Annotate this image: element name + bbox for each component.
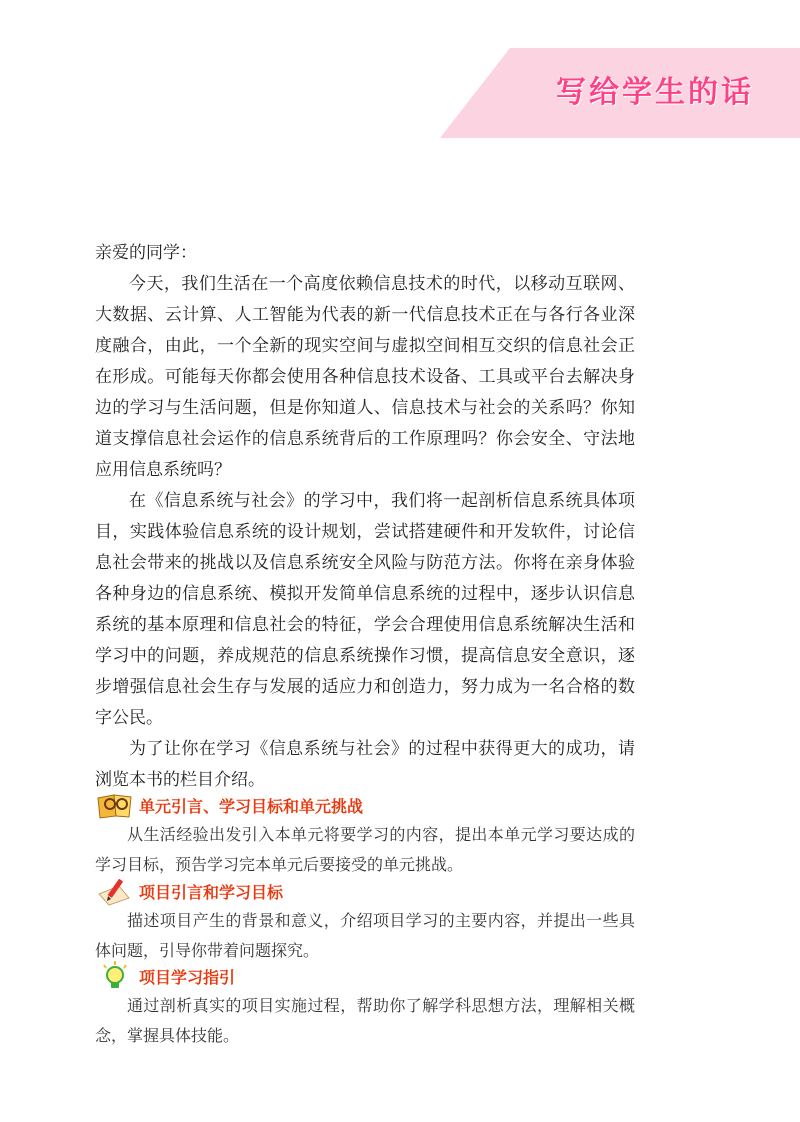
lightbulb-icon (95, 961, 135, 991)
paragraph-intro: 今天，我们生活在一个高度依赖信息技术的时代，以移动互联网、大数据、云计算、人工智能为代表的新一代信息技术正在与各行各业深度融合，由此，一个全新的现实空间与虚拟空间相互交织的信息社会正在形成。可能每天你都会使用各种信息技术设备、工具或平台去解决身边的学习与生活问题，但是你知道人、信息技术与社会的关系吗？你知道支撑信息社会运作的信息系统背后的工作原理吗？你会安全、守法地应用信息系统吗？ (95, 274, 635, 480)
section-description: 通过剖析真实的项目实施过程，帮助你了解学科思想方法，理解相关概念，掌握具体技能。 (95, 996, 635, 1045)
pencil-paper-icon (95, 876, 135, 906)
greeting: 亲爱的同学： (95, 243, 197, 263)
section-header (95, 790, 635, 820)
glasses-book-icon (95, 790, 135, 820)
section-unit-intro (95, 790, 635, 880)
paragraph-course: 在《信息系统与社会》的学习中，我们将一起剖析信息系统具体项目，实践体验信息系统的设计规划，尝试搭建硬件和开发软件，讨论信息社会带来的挑战以及信息系统安全风险与防范方法。你将在亲身体验各种身边的信息系统、模拟开发简单信息系统的过程中，逐步认识信息系统的基本原理和信息社会的特征，学会合理使用信息系统解决生活和学习中的问题，养成规范的信息系统操作习惯，提高信息安全意识，逐步增强信息社会生存与发展的适应力和创造力，努力成为一名合格的数字公民。 (95, 491, 635, 728)
section-description: 从生活经验出发引入本单元将要学习的内容，提出本单元学习要达成的学习目标，预告学习完本单元后要接受的单元挑战。 (95, 825, 635, 874)
letter-body (95, 238, 635, 796)
section-title: 单元引言、学习目标和单元挑战 (139, 796, 364, 816)
section-project-intro (95, 876, 635, 966)
section-header (95, 961, 635, 991)
section-header (95, 876, 635, 906)
header-banner (440, 48, 800, 138)
section-title: 项目学习指引 (139, 967, 236, 987)
paragraph-closing: 为了让你在学习《信息系统与社会》的过程中获得更大的成功，请浏览本书的栏目介绍。 (95, 739, 635, 790)
section-learning-guide (95, 961, 635, 1051)
page-title: 写给学生的话 (556, 75, 754, 110)
section-title: 项目引言和学习目标 (139, 882, 284, 902)
section-description: 描述项目产生的背景和意义，介绍项目学习的主要内容，并提出一些具体问题，引导你带着问题探究。 (95, 911, 635, 960)
